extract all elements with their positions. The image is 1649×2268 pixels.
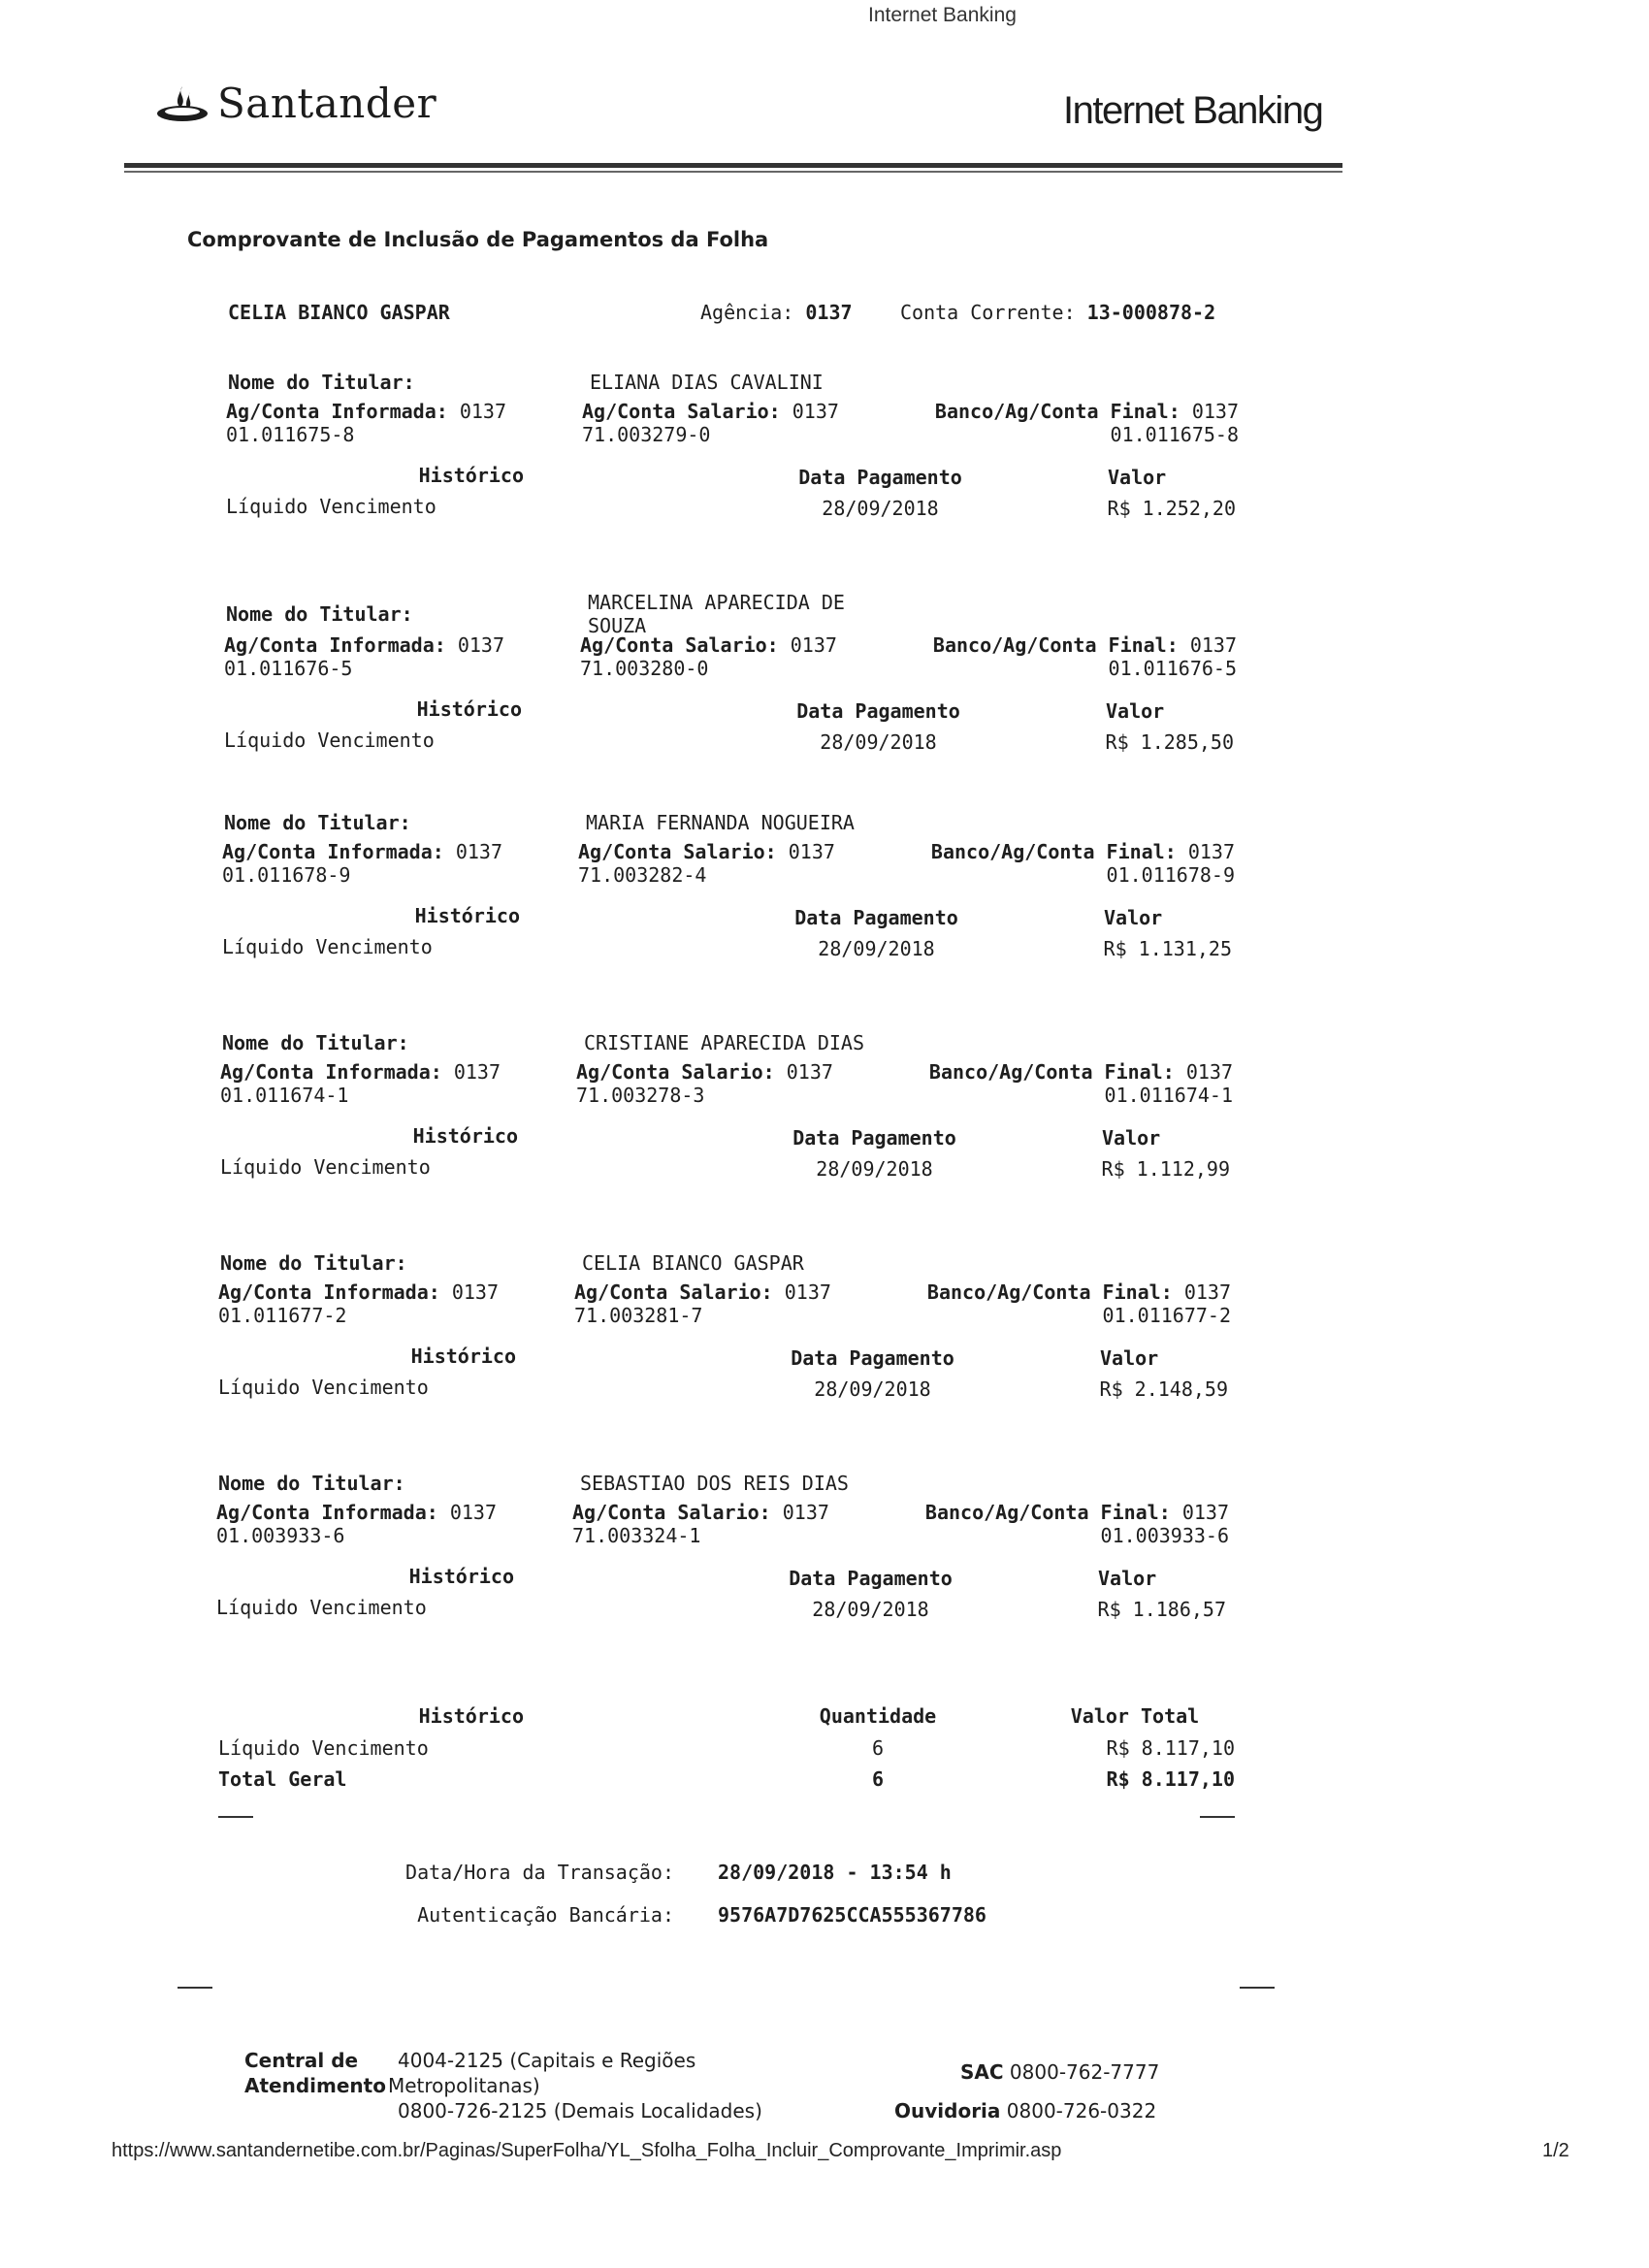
ag-informada-agency: 0137 [449, 1501, 497, 1524]
ag-salario-field [582, 400, 839, 423]
ag-salario-agency: 0137 [784, 1280, 831, 1304]
summary-row-valor: R$ 8.117,10 [1106, 1736, 1235, 1760]
historico-value: Líquido Vencimento [218, 1376, 429, 1399]
autenticacao-label: Autenticação Bancária: [417, 1903, 674, 1927]
valor-header: Valor [1098, 1567, 1157, 1590]
ag-informada-field [216, 1501, 497, 1524]
banco-final-agency: 0137 [1187, 840, 1235, 863]
banco-final-field [873, 400, 1239, 423]
valor-value: R$ 1.186,57 [1097, 1598, 1226, 1621]
ag-salario-agency: 0137 [790, 633, 837, 657]
ag-informada-agency: 0137 [453, 1060, 501, 1084]
summary-historico-header: Histórico [418, 1704, 524, 1728]
historico-header: Histórico [412, 1124, 518, 1148]
ag-salario-field [574, 1280, 831, 1304]
banco-final-field [865, 1280, 1231, 1304]
central-phone-demais: 0800-726-2125 (Demais Localidades) [398, 2099, 762, 2122]
banco-final-agency: 0137 [1181, 1501, 1229, 1524]
ag-informada-field [222, 840, 502, 863]
ouvidoria-label: Ouvidoria [894, 2099, 1001, 2122]
ag-informada-account: 01.011677-2 [218, 1304, 347, 1327]
sac-field [960, 2060, 1159, 2084]
data-pagamento-value: 28/09/2018 [818, 937, 935, 960]
valor-header: Valor [1100, 1346, 1159, 1370]
ag-informada-label: Ag/Conta Informada: [222, 840, 444, 863]
data-pagamento-header: Data Pagamento [794, 906, 958, 929]
banco-final-label: Banco/Ag/Conta Final: [928, 1060, 1175, 1084]
banco-final-agency: 0137 [1189, 633, 1237, 657]
ag-informada-account: 01.003933-6 [216, 1524, 345, 1547]
central-phone-capitais: 4004-2125 (Capitais e Regiões [398, 2049, 696, 2072]
ag-salario-account: 71.003281-7 [574, 1304, 703, 1327]
data-pagamento-header: Data Pagamento [798, 466, 962, 489]
banco-final-label: Banco/Ag/Conta Final: [934, 400, 1180, 423]
titular-label: Nome do Titular: [220, 1251, 407, 1275]
ag-salario-field [580, 633, 837, 657]
print-header-title: Internet Banking [868, 4, 1017, 26]
banco-final-account: 01.011678-9 [1106, 863, 1235, 887]
data-pagamento-header: Data Pagamento [796, 699, 960, 723]
ag-informada-field [226, 400, 506, 423]
valor-value: R$ 1.112,99 [1101, 1157, 1230, 1181]
conta-field [900, 301, 1215, 324]
ag-informada-agency: 0137 [457, 633, 504, 657]
ag-salario-label: Ag/Conta Salario: [572, 1501, 771, 1524]
banco-final-agency: 0137 [1183, 1280, 1231, 1304]
banco-final-account: 01.011674-1 [1104, 1084, 1233, 1107]
titular-label: Nome do Titular: [218, 1472, 405, 1495]
banco-final-agency: 0137 [1191, 400, 1239, 423]
titular-name: MARCELINA APARECIDA DE [588, 591, 845, 614]
ag-salario-account: 71.003280-0 [580, 657, 709, 680]
titular-name: MARIA FERNANDA NOGUEIRA [586, 811, 855, 834]
historico-value: Líquido Vencimento [220, 1155, 431, 1179]
summary-valor-total-header: Valor Total [1070, 1704, 1200, 1728]
historico-header: Histórico [416, 697, 522, 721]
ag-salario-field [572, 1501, 829, 1524]
data-pagamento-value: 28/09/2018 [816, 1157, 933, 1181]
historico-header: Histórico [414, 904, 520, 927]
header-rule-thin [124, 171, 1342, 173]
valor-header: Valor [1106, 699, 1165, 723]
ag-informada-label: Ag/Conta Informada: [226, 400, 448, 423]
ag-informada-label: Ag/Conta Informada: [218, 1280, 440, 1304]
banco-final-label: Banco/Ag/Conta Final: [924, 1501, 1171, 1524]
data-pagamento-value: 28/09/2018 [820, 730, 937, 754]
banco-final-label: Banco/Ag/Conta Final: [932, 633, 1179, 657]
ag-informada-field [220, 1060, 501, 1084]
ag-salario-field [576, 1060, 833, 1084]
ouvidoria-phone: 0800-726-0322 [1006, 2099, 1157, 2122]
ag-salario-account: 71.003282-4 [578, 863, 707, 887]
flame-icon [155, 84, 210, 123]
ag-informada-account: 01.011678-9 [222, 863, 351, 887]
ag-informada-agency: 0137 [451, 1280, 499, 1304]
titular-name: CRISTIANE APARECIDA DIAS [584, 1031, 864, 1054]
agencia-field [700, 301, 853, 324]
data-pagamento-value: 28/09/2018 [812, 1598, 929, 1621]
sac-label: SAC [960, 2060, 1004, 2084]
footer-dash-right [1240, 1987, 1275, 1989]
datahora-value: 28/09/2018 - 13:54 h [718, 1861, 952, 1884]
ag-salario-field [578, 840, 835, 863]
footer-dash-left [178, 1987, 212, 1989]
ag-informada-account: 01.011675-8 [226, 423, 355, 446]
data-pagamento-value: 28/09/2018 [822, 497, 939, 520]
total-geral-quantidade: 6 [871, 1767, 885, 1791]
ag-salario-label: Ag/Conta Salario: [578, 840, 777, 863]
central-label-line2: Atendimento [244, 2074, 386, 2097]
data-pagamento-header: Data Pagamento [792, 1126, 956, 1150]
historico-header: Histórico [418, 464, 524, 487]
total-geral-label: Total Geral [218, 1767, 347, 1791]
banco-final-field [863, 1501, 1229, 1524]
data-pagamento-value: 28/09/2018 [814, 1377, 931, 1401]
datahora-label: Data/Hora da Transação: [405, 1861, 674, 1884]
banco-final-agency: 0137 [1185, 1060, 1233, 1084]
ag-informada-field [218, 1280, 499, 1304]
agencia-value: 0137 [805, 301, 853, 324]
conta-label: Conta Corrente: [900, 301, 1076, 324]
conta-value: 13-000878-2 [1086, 301, 1216, 324]
banco-final-account: 01.011676-5 [1108, 657, 1237, 680]
ag-salario-account: 71.003324-1 [572, 1524, 701, 1547]
valor-header: Valor [1104, 906, 1163, 929]
ag-salario-account: 71.003279-0 [582, 423, 711, 446]
ouvidoria-field [894, 2099, 1156, 2122]
data-pagamento-header: Data Pagamento [791, 1346, 954, 1370]
sac-phone: 0800-762-7777 [1009, 2060, 1160, 2084]
page-url: https://www.santandernetibe.com.br/Paginas/SuperFolha/YL_Sfolha_Folha_Incluir_Comprovante_Imprimir.asp [112, 2140, 1062, 2161]
valor-value: R$ 1.285,50 [1105, 730, 1234, 754]
total-geral-valor: R$ 8.117,10 [1106, 1767, 1235, 1791]
banco-final-field [871, 633, 1237, 657]
autenticacao-value: 9576A7D7625CCA555367786 [718, 1903, 986, 1927]
ag-salario-account: 71.003278-3 [576, 1084, 705, 1107]
titular-name: SEBASTIAO DOS REIS DIAS [580, 1472, 849, 1495]
titular-name-line2: SOUZA [588, 614, 647, 637]
valor-value: R$ 1.252,20 [1107, 497, 1236, 520]
ag-salario-agency: 0137 [788, 840, 835, 863]
ag-salario-agency: 0137 [782, 1501, 829, 1524]
banco-final-label: Banco/Ag/Conta Final: [930, 840, 1177, 863]
summary-row-label: Líquido Vencimento [218, 1736, 429, 1760]
ag-informada-account: 01.011674-1 [220, 1084, 349, 1107]
ag-salario-label: Ag/Conta Salario: [576, 1060, 775, 1084]
banco-final-account: 01.003933-6 [1100, 1524, 1229, 1547]
ag-salario-label: Ag/Conta Salario: [582, 400, 781, 423]
ag-salario-label: Ag/Conta Salario: [580, 633, 779, 657]
company-name: CELIA BIANCO GASPAR [228, 301, 450, 324]
historico-value: Líquido Vencimento [216, 1596, 427, 1619]
ag-informada-field [224, 633, 504, 657]
santander-logo [155, 80, 436, 127]
summary-dash-right [1200, 1816, 1235, 1818]
ag-informada-agency: 0137 [455, 840, 502, 863]
central-phone-capitais-cont: Metropolitanas) [388, 2074, 540, 2097]
banco-final-label: Banco/Ag/Conta Final: [926, 1280, 1173, 1304]
ag-salario-label: Ag/Conta Salario: [574, 1280, 773, 1304]
valor-header: Valor [1102, 1126, 1161, 1150]
titular-label: Nome do Titular: [228, 371, 415, 394]
header-rule [124, 163, 1342, 168]
agencia-label: Agência: [700, 301, 794, 324]
valor-value: R$ 2.148,59 [1099, 1377, 1228, 1401]
valor-value: R$ 1.131,25 [1103, 937, 1232, 960]
summary-quantidade-header: Quantidade [819, 1704, 937, 1728]
titular-name: ELIANA DIAS CAVALINI [590, 371, 824, 394]
ag-informada-label: Ag/Conta Informada: [216, 1501, 438, 1524]
titular-name: CELIA BIANCO GASPAR [582, 1251, 804, 1275]
historico-header: Histórico [408, 1565, 514, 1588]
valor-header: Valor [1108, 466, 1167, 489]
ag-informada-label: Ag/Conta Informada: [220, 1060, 442, 1084]
historico-value: Líquido Vencimento [226, 495, 436, 518]
summary-dash-left [218, 1816, 253, 1818]
historico-value: Líquido Vencimento [222, 935, 433, 958]
document-title: Comprovante de Inclusão de Pagamentos da Folha [187, 228, 769, 251]
titular-label: Nome do Titular: [222, 1031, 409, 1054]
historico-value: Líquido Vencimento [224, 729, 435, 752]
banco-final-field [867, 1060, 1233, 1084]
internet-banking-title: Internet Banking [1063, 89, 1323, 132]
banco-final-field [869, 840, 1235, 863]
central-label-line1: Central de [244, 2049, 359, 2072]
ag-salario-agency: 0137 [792, 400, 839, 423]
ag-informada-account: 01.011676-5 [224, 657, 353, 680]
ag-informada-label: Ag/Conta Informada: [224, 633, 446, 657]
titular-label: Nome do Titular: [226, 602, 413, 626]
ag-salario-agency: 0137 [786, 1060, 833, 1084]
data-pagamento-header: Data Pagamento [789, 1567, 953, 1590]
banco-final-account: 01.011675-8 [1110, 423, 1239, 446]
titular-label: Nome do Titular: [224, 811, 411, 834]
page-number: 1/2 [1542, 2140, 1569, 2161]
summary-row-quantidade: 6 [871, 1736, 885, 1760]
brand-name: Santander [217, 80, 437, 127]
banco-final-account: 01.011677-2 [1102, 1304, 1231, 1327]
ag-informada-agency: 0137 [459, 400, 506, 423]
historico-header: Histórico [410, 1345, 516, 1368]
